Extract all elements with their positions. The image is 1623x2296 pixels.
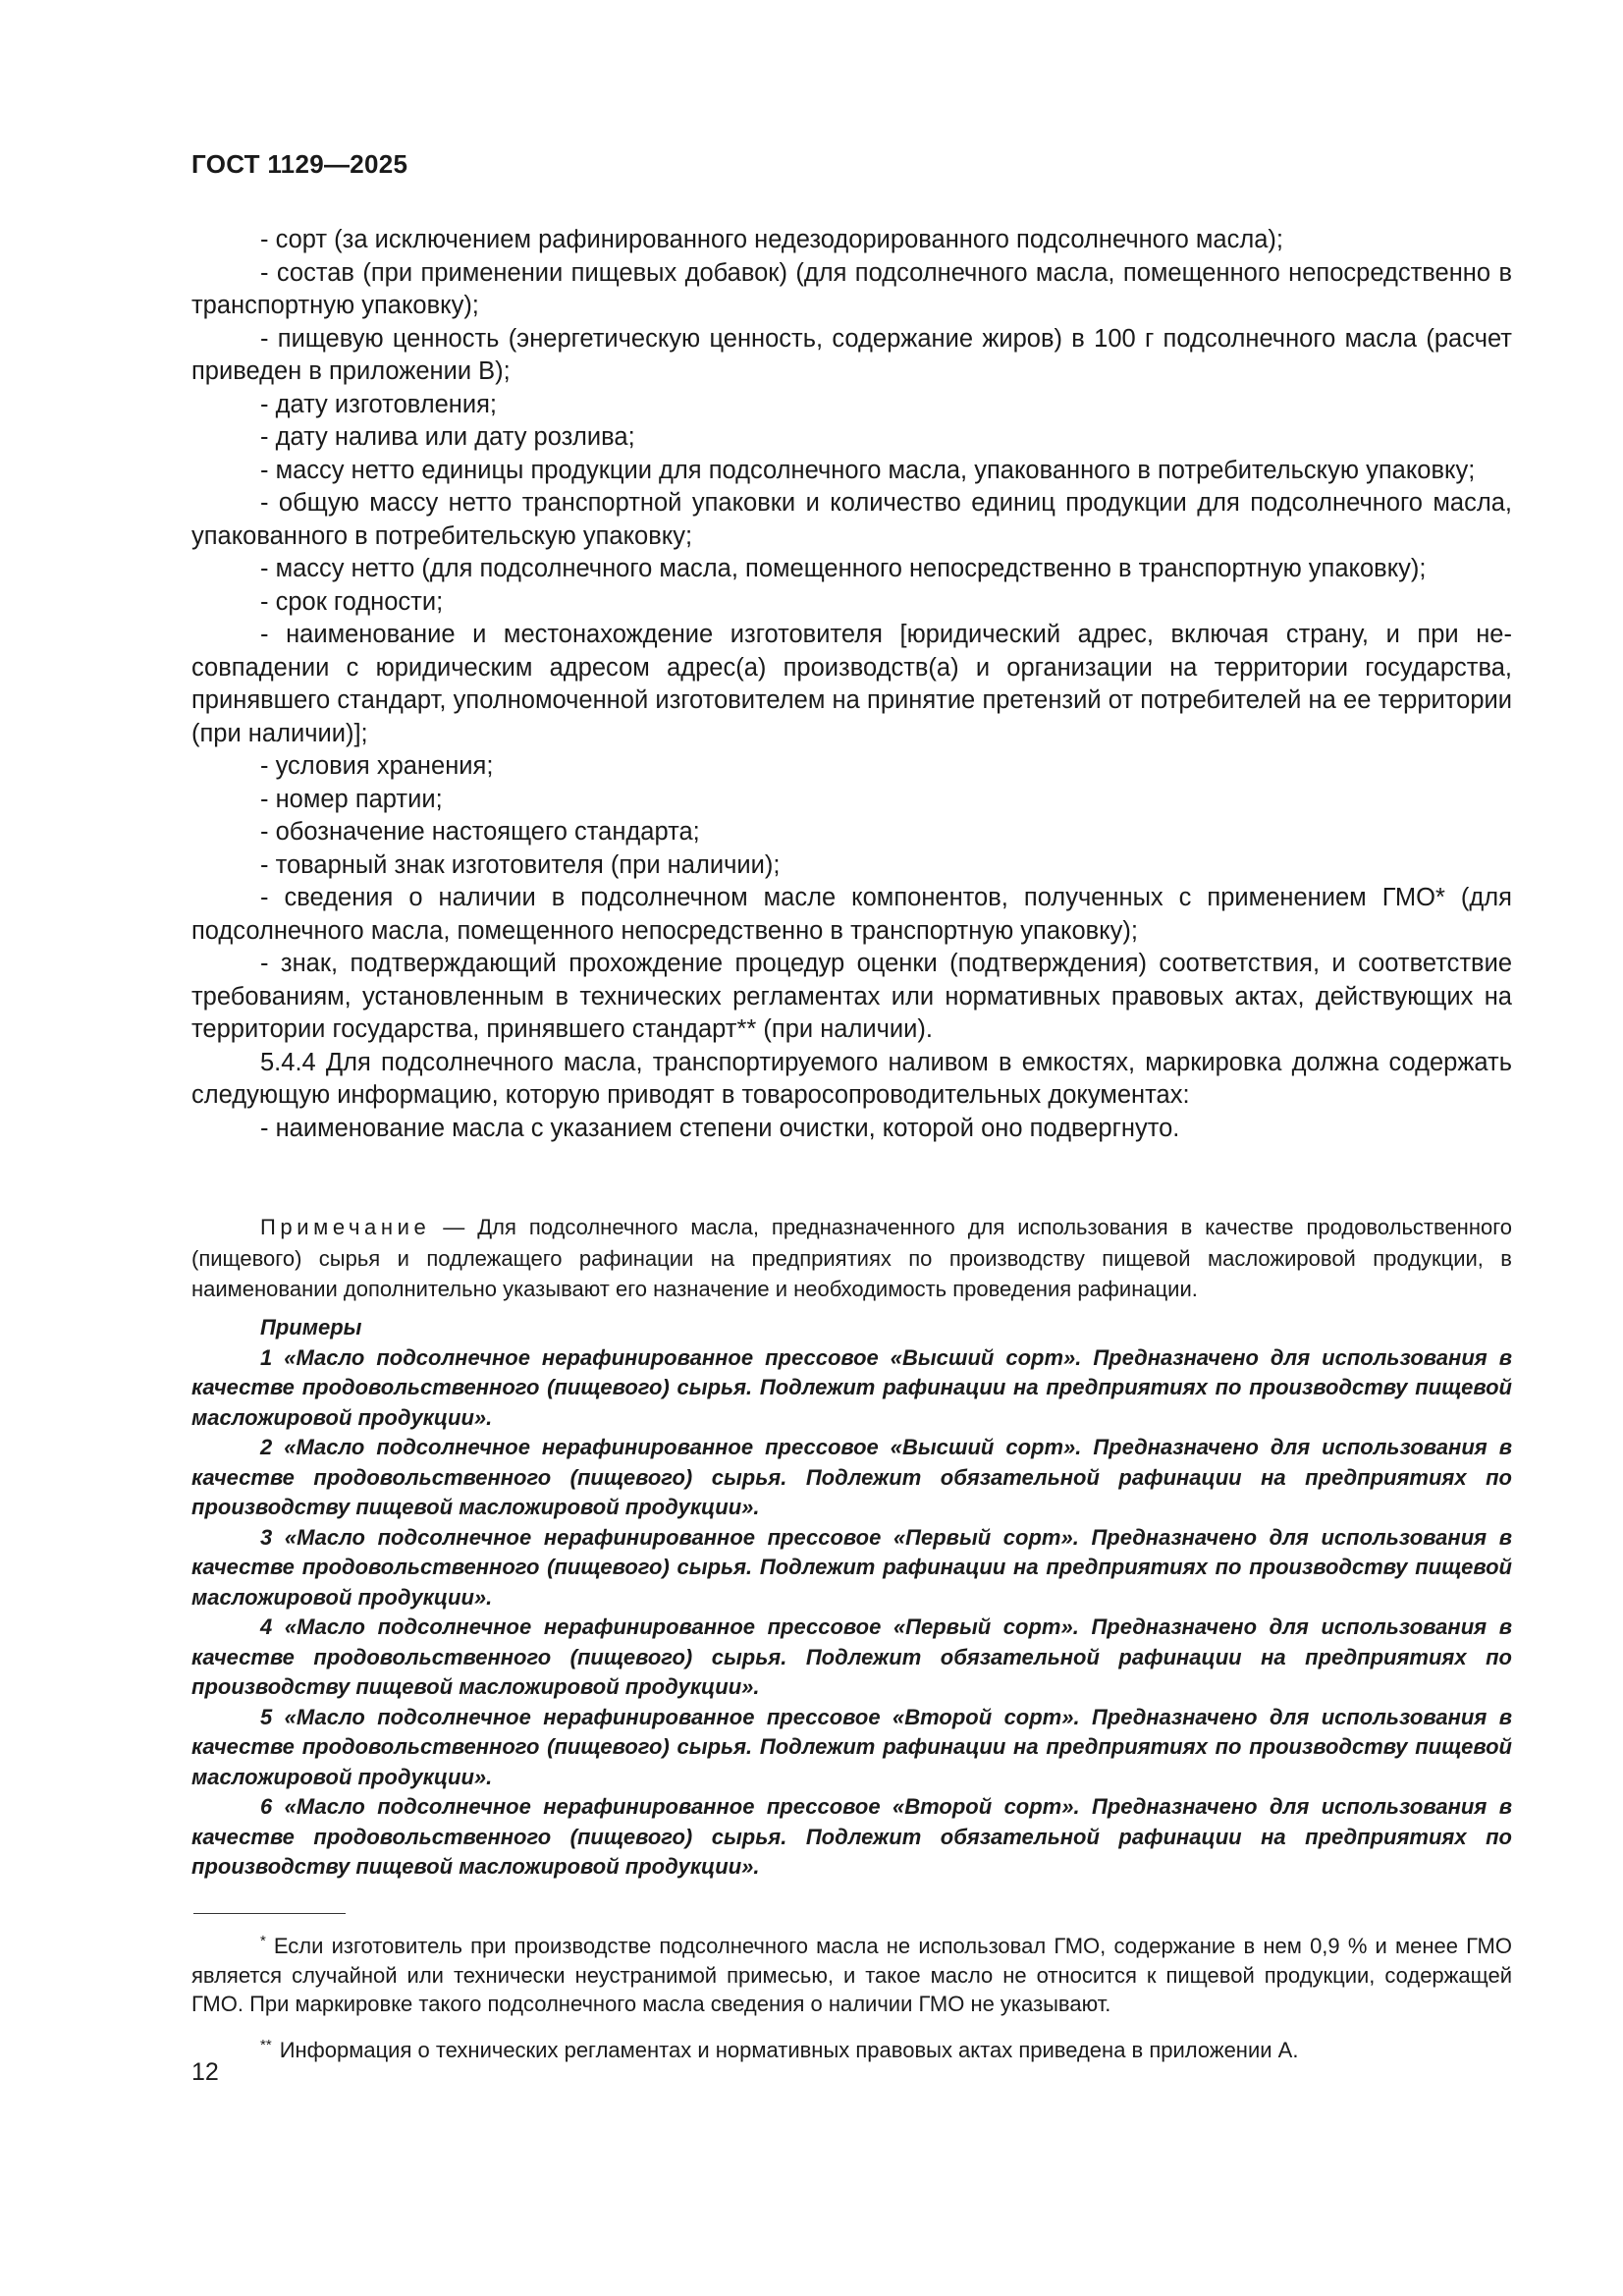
paragraph: - срок годности; <box>260 587 444 616</box>
paragraph: - общую массу нетто транспортной упаковки и количество единиц продукции для подсолнечного масла, упакованного в потребительскую упаковку; <box>191 489 1512 550</box>
example-item: 4 «Масло подсолнечное нерафинированное прессовое «Первый сорт». Предназначено для использования в качестве продовольственного (пищевого) сырья. Подлежит обязательной рафинации на предприятиях по производству пищевой масложировой продукции». <box>191 1614 1512 1699</box>
examples-heading: Примеры <box>260 1315 362 1339</box>
footnote <box>191 1927 1512 2019</box>
footnotes <box>191 1927 1512 2064</box>
paragraph: - номер партии; <box>260 785 443 813</box>
footnote-text: Если изготовитель при производстве подсолнечного масла не использовал ГМО, содержание в нем 0,9 % и менее ГМО является случайной или технически неустранимой примесью, и такое масло не относится к пищевой продукции, содержащей ГМО. При маркировке такого подсолнечного масла сведения о наличии ГМО не указывают. <box>191 1934 1512 2016</box>
example-item: 2 «Масло подсолнечное нерафинированное прессовое «Высший сорт». Предназначено для использования в качестве продовольственного (пищевого) сырья. Подлежит обязательной рафинации на предприятиях по производству пищевой масложировой продукции». <box>191 1435 1512 1519</box>
footnote-mark: * <box>260 1933 266 1949</box>
example-item: 1 «Масло подсолнечное нерафинированное прессовое «Высший сорт». Предназначено для использования в качестве продовольственного (пищевого) сырья. Подлежит рафинации на предприятиях по производству пищевой масложировой продукции». <box>191 1344 1512 1430</box>
paragraph: - обозначение настоящего стандарта; <box>260 818 700 846</box>
examples-block <box>191 1313 1512 1883</box>
paragraph: - массу нетто (для подсолнечного масла, помещенного непосредственно в транспортную упаковку); <box>260 555 1427 582</box>
paragraph: - товарный знак изготовителя (при наличии); <box>260 850 781 879</box>
example-item: 6 «Масло подсолнечное нерафинированное прессовое «Второй сорт». Предназначено для использования в качестве продовольственного (пищевого) сырья. Подлежит обязательной рафинации на предприятиях по производству пищевой масложировой продукции». <box>191 1794 1512 1879</box>
footnote-text: Информация о технических регламентах и нормативных правовых актах приведена в приложении А. <box>279 2037 1299 2062</box>
paragraph: - дату изготовления; <box>260 390 497 418</box>
document-header: ГОСТ 1129—2025 <box>191 149 408 179</box>
paragraph: - сведения о наличии в подсолнечном масле компонентов, полученных с применением ГМО* (для подсолнечного масла, помещенного непосредственно в транспортную упаковку); <box>191 884 1512 945</box>
example-item: 5 «Масло подсолнечное нерафинированное прессовое «Второй сорт». Предназначено для использования в качестве продовольственного (пищевого) сырья. Подлежит рафинации на предприятиях по производству пищевой масложировой продукции». <box>191 1704 1512 1789</box>
paragraph: - знак, подтверждающий прохождение процедур оценки (подтверждения) соответствия, и соответствие требованиям, установленным в технических регламентах или нормативных правовых актах, действующих на территории государства, принявшего стандарт** (при наличии). <box>191 950 1512 1043</box>
paragraph: - массу нетто единицы продукции для подсолнечного масла, упакованного в потребительскую упаковку; <box>260 456 1476 484</box>
paragraph: - наименование масла с указанием степени очистки, которой оно подвергнуто. <box>260 1114 1180 1142</box>
example-item: 3 «Масло подсолнечное нерафинированное прессовое «Первый сорт». Предназначено для использования в качестве продовольственного (пищевого) сырья. Подлежит рафинации на предприятиях по производству пищевой масложировой продукции». <box>191 1524 1512 1610</box>
paragraph: 5.4.4 Для подсолнечного масла, транспортируемого наливом в емкостях, маркировка должна содержать следующую информацию, которую приводят в товаросопроводительных документах: <box>191 1048 1512 1109</box>
page-number: 12 <box>191 2058 219 2086</box>
paragraph: - дату налива или дату розлива; <box>260 423 635 451</box>
note-paragraph <box>191 1212 1512 1305</box>
note-label: Примечание <box>260 1215 431 1239</box>
footnote-mark: ** <box>260 2036 272 2053</box>
paragraph: - условия хранения; <box>260 752 494 780</box>
note-block <box>191 1212 1512 1305</box>
paragraph: - пищевую ценность (энергетическую ценность, содержание жиров) в 100 г подсолнечного масла (расчет приведен в приложении В); <box>191 324 1512 385</box>
body-text <box>191 224 1512 1145</box>
note-text: — Для подсолнечного масла, предназначенного для использования в качестве продовольственного (пищевого) сырья и подлежащего рафинации на предприятиях по производству пищевой масложировой продукции, в наименовании дополнительно указывают его назначение и необходимость проведения рафинации. <box>191 1215 1512 1301</box>
paragraph: - наименование и местонахождение изготовителя [юридический адрес, включая страну, и при несовпадении с юридическим адресом адрес(а) производств(а) и организации на территории государства, принявшего стандарт, уполномоченной изготовителем на принятие претензий от потребителей на ее территории (при наличии)]; <box>191 621 1512 747</box>
paragraph: - сорт (за исключением рафинированного недезодорированного подсолнечного масла); <box>260 226 1283 253</box>
footnote <box>191 2031 1512 2065</box>
footnote-separator <box>193 1913 346 1914</box>
paragraph: - состав (при применении пищевых добавок) (для подсолнечного масла, помещенного непосредственно в транспортную упаковку); <box>191 258 1512 319</box>
